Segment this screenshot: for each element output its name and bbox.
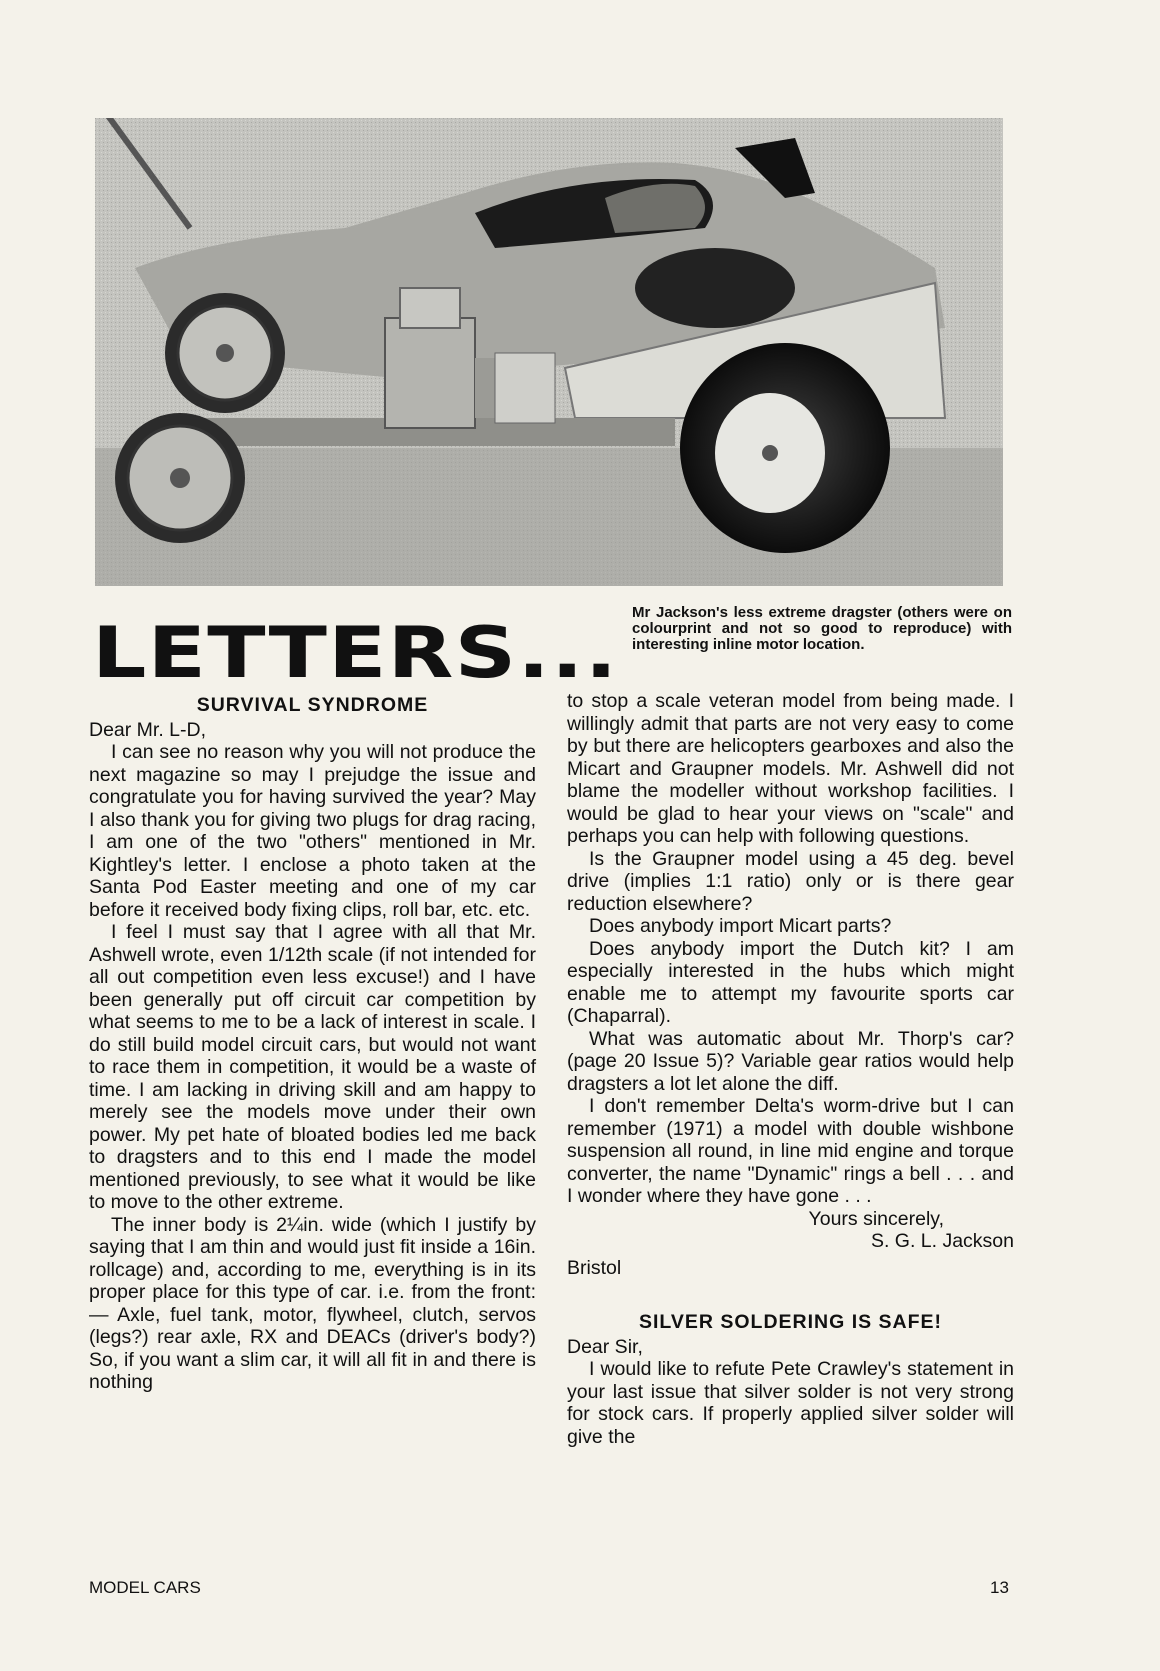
photo-caption: Mr Jackson's less extreme dragster (others were on colourprint and not so good to reproduce) with interesting inline motor location. xyxy=(632,604,1012,653)
letter1-place: Bristol xyxy=(567,1256,622,1279)
letter1-paragraph: I feel I must say that I agree with all that Mr. Ashwell wrote, even 1/12th scale (if not intended for all out competition even less excuse!) and I have been generally put off circuit car competition by what seems to me to be a lack of interest in scale. I do still build model circuit cars, but would not want to race them in competition, it would be a waste of time. I am lacking in driving skill and am happy to merely see the models move under their own power. My pet hate of bloated bodies led me back to dragsters and to this end I made the model mentioned previously, to see what it would be like to move to the other extreme. xyxy=(89,921,536,1213)
letter1-paragraph: The inner body is 2¼in. wide (which I justify by saying that I am thin and would just fit inside a 16in. rollcage) and, according to me, everything is in its proper place for this type of car. i.e. from the front:— Axle, fuel tank, motor, flywheel, clutch, servos (legs?) rear axle, RX and DEACs (driver's body?) So, if you want a slim car, it will all fit in and there is nothing xyxy=(89,1213,536,1393)
left-column xyxy=(89,690,536,1394)
letter1-paragraph: I can see no reason why you will not produce the next magazine so may I prejudge the issue and congratulate you for having survived the year? May I also thank you for giving two plugs for drag racing, I am one of the two "others" mentioned in Mr. Kightley's letter. I enclose a photo taken at the Santa Pod Easter meeting and one of my car before it received body fixing clips, roll bar, etc. etc. xyxy=(89,741,536,921)
letter1-heading: SURVIVAL SYNDROME xyxy=(196,694,429,716)
letter1-salutation: Dear Mr. L-D, xyxy=(89,718,207,741)
letter1-closing: Yours sincerely, xyxy=(808,1207,944,1230)
letter1-paragraph: Does anybody import Micart parts? xyxy=(589,915,892,937)
right-column xyxy=(567,690,1014,1448)
letter1-paragraph: to stop a scale veteran model from being made. I willingly admit that parts are not very easy to come by but there are helicopters gearboxes and also the Micart and Graupner models. Mr. Ashwell did not blame the modeller without workshop facilities. I would be glad to hear your views on "scale" and perhaps you can help with following questions. xyxy=(567,690,1014,847)
letter1-signature: S. G. L. Jackson xyxy=(870,1230,1014,1252)
letter1-paragraph: What was automatic about Mr. Thorp's car? (page 20 Issue 5)? Variable gear ratios would help dragsters a lot let alone the diff. xyxy=(567,1027,1014,1095)
footer-magazine: MODEL CARS xyxy=(89,1578,201,1597)
dragster-photo xyxy=(95,118,1003,586)
letter1-paragraph: Is the Graupner model using a 45 deg. bevel drive (implies 1:1 ratio) only or is there gear reduction elsewhere? xyxy=(567,847,1014,915)
letter1-paragraph: I don't remember Delta's worm-drive but I can remember (1971) a model with double wishbone suspension all round, in line mid engine and torque converter, the name "Dynamic" rings a bell . . . and I wonder where they have gone . . . xyxy=(567,1095,1014,1207)
letter2-salutation: Dear Sir, xyxy=(567,1335,643,1358)
letter1-paragraph: Does anybody import the Dutch kit? I am especially interested in the hubs which might enable me to attempt my favourite sports car (Chaparral). xyxy=(567,937,1014,1027)
letter2-heading: SILVER SOLDERING IS SAFE! xyxy=(638,1311,943,1333)
page-number: 13 xyxy=(990,1578,1009,1597)
letter2-paragraph: I would like to refute Pete Crawley's statement in your last issue that silver solder is not very strong for stock cars. If properly applied silver solder will give the xyxy=(567,1358,1014,1448)
page-title: LETTERS... xyxy=(92,612,619,694)
